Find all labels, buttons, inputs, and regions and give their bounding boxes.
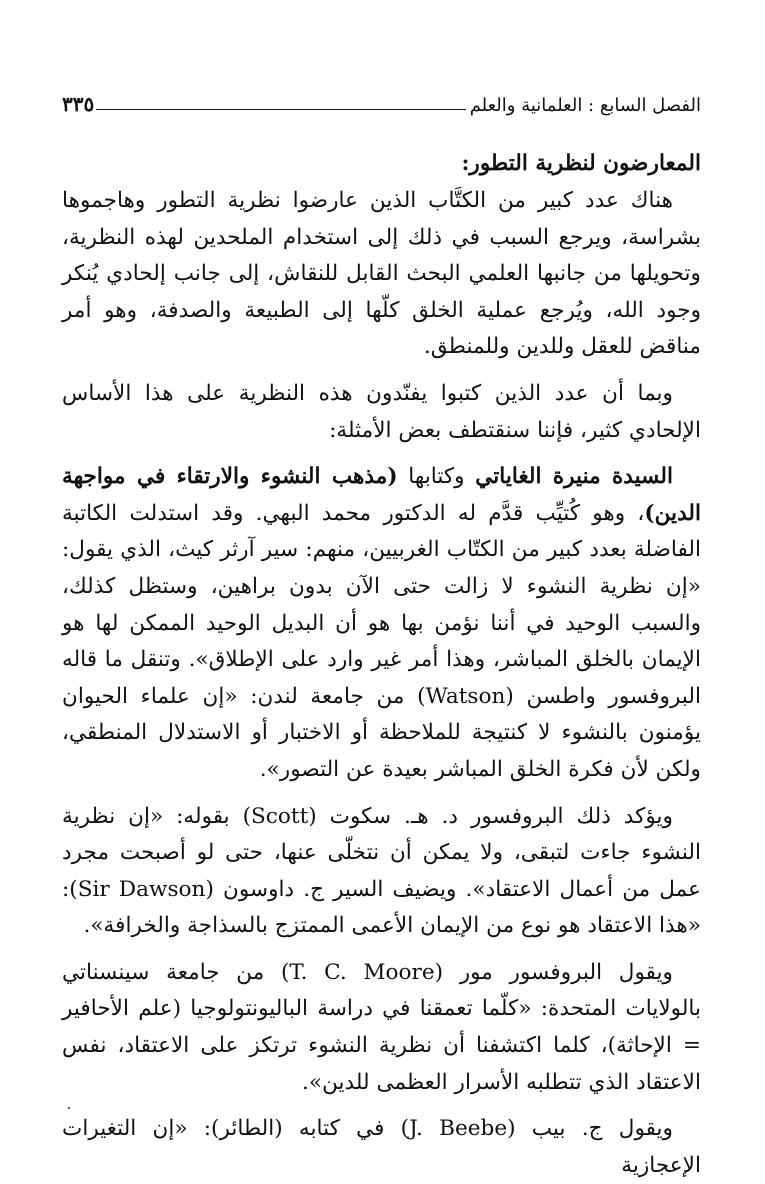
page-number: ٣٣٥ — [62, 92, 95, 116]
paragraph-3 — [62, 459, 701, 788]
paragraph-3-text-2: من جامعة لندن: «إن علماء الحيوان يؤمنون بالنشوء لا كنتيجة للملاحظة أو الاختبار أو الاستدلال المنطقي، ولكن لأن فكرة الخلق المباشر بعيدة عن التصور». — [62, 683, 701, 782]
latin-name-beebe: (J. Beebe) — [400, 1116, 516, 1142]
author-name-bold: السيدة منيرة الغاياتي — [475, 464, 674, 490]
paragraph-4-text-1: ويؤكد ذلك البروفسور د. هـ. سكوت — [316, 803, 673, 829]
latin-name-moore: (T. C. Moore) — [280, 959, 444, 985]
paragraph-3-connector: وكتابها — [397, 464, 476, 490]
paragraph-3-text-1: ، وهو كُتيِّب قدَّم له الدكتور محمد البهي. وقد استدلت الكاتبة الفاضلة بعدد كبير من الكتّاب الغربيين، منهم: سير آرثر كيث، الذي يقول: «إن نظرية النشوء لا زالت حتى الآن بدون براهين، وستظل كذلك، والسبب الوحيد في أننا نؤمن بها هو أن البديل الوحيد الممكن لها هو الإيمان بالخلق المباشر، وهذا أمر غير وارد على الإطلاق». وتنقل ما قاله البروفسور واطسن — [62, 500, 701, 709]
latin-name-scott: (Scott) — [242, 803, 317, 829]
section-heading: المعارضون لنظرية التطور: — [461, 151, 701, 176]
book-title-bold: (مذهب النشوء والارتقاء في مواجهة الدين) — [62, 464, 701, 526]
paragraph-2: وبما أن عدد الذين كتبوا يفنّدون هذه النظرية على هذا الأساس الإلحادي كثير، فإننا سنقتطف بعض الأمثلة: — [62, 380, 701, 443]
header-rule — [96, 109, 465, 110]
paragraph-6 — [62, 1111, 701, 1184]
paragraph-1: هناك عدد كبير من الكتَّاب الذين عارضوا نظرية التطور وهاجموها بشراسة، ويرجع السبب في ذلك إلى استخدام الملحدين لهذه النظرية، وتحويلها من جانبها العلمي البحث القابل للنقاش، إلى جانب إلحادي يُنكر وجود الله، ويُرجع عملية الخلق كلّها إلى الطبيعة والصدفة، وهو أمر مناقض للعقل وللدين وللمنطق. — [62, 188, 701, 360]
paragraph-6-text-2: في كتابه (الطائر): «إن التغيرات الإعجازية — [62, 1116, 701, 1178]
paragraph-5-text-1: ويقول البروفسور مور — [443, 959, 673, 985]
page-header — [62, 86, 701, 116]
paragraph-4-text-3: : «هذا الاعتقاد هو نوع من الإيمان الأعمى الممتزج بالسذاجة والخرافة». — [62, 876, 701, 939]
latin-name-dawson: (Sir Dawson) — [69, 876, 214, 902]
paragraph-5 — [62, 955, 701, 1101]
paragraph-6-text-1: ويقول ج. بيب — [515, 1116, 673, 1142]
scan-speck — [68, 1107, 70, 1109]
page-body — [62, 148, 702, 1178]
paragraph-4 — [62, 799, 701, 945]
paragraph-5-text-2: من جامعة سينسناتي بالولايات المتحدة: «كلّما تعمقنا في دراسة الباليونتولوجيا (علم الأحافير = الإحاثة)، كلما اكتشفنا أن نظرية النشوء ترتكز على الاعتقاد، نفس الاعتقاد الذي تتطلبه الأسرار العظمى للدين». — [62, 959, 701, 1095]
paragraph-4-text-2: بقوله: «إن نظرية النشوء جاءت لتبقى، ولا يمكن أن نتخلّى عنها، حتى لو أصبحت مجرد عمل من أعمال الاعتقاد». ويضيف السير ج. داوسون — [62, 803, 702, 902]
latin-name-watson: (Watson) — [417, 683, 514, 709]
running-title: الفصل السابع : العلمانية والعلم — [469, 95, 701, 116]
